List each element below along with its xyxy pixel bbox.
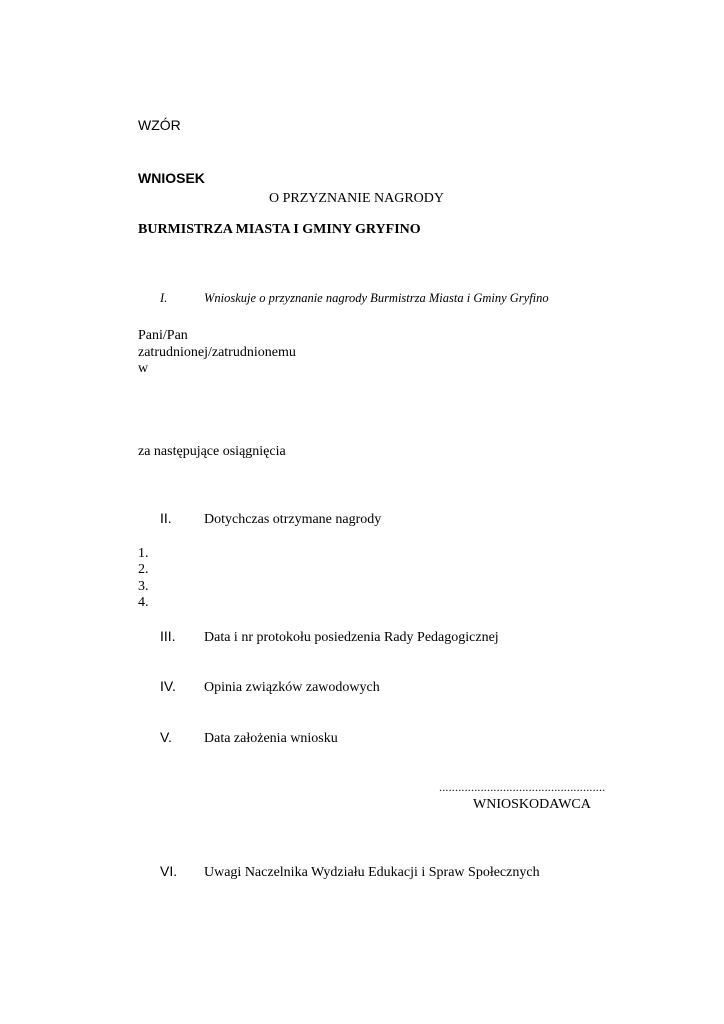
section-5-text: Data założenia wniosku [204, 731, 338, 746]
authority-title: BURMISTRZA MIASTA I GMINY GRYFINO [138, 222, 421, 237]
section-4-numeral: IV. [160, 678, 176, 694]
award-list-item: 1. [138, 546, 149, 561]
person-line-1: Pani/Pan [138, 328, 188, 343]
award-list-item: 3. [138, 579, 149, 594]
person-line-2: zatrudnionej/zatrudnionemu [138, 345, 296, 360]
wniosek-title: WNIOSEK [138, 170, 205, 186]
award-list-item: 4. [138, 595, 149, 610]
section-4-text: Opinia związków zawodowych [204, 680, 380, 695]
section-6-numeral: VI. [160, 863, 178, 879]
section-2-text: Dotychczas otrzymane nagrody [204, 512, 382, 527]
section-1-text: Wnioskuje o przyznanie nagrody Burmistrza Miasta i Gminy Gryfino [204, 291, 549, 305]
signature-label: WNIOSKODAWCA [473, 797, 591, 812]
section-2-numeral: II. [160, 510, 172, 526]
award-list-item: 2. [138, 562, 149, 577]
subtitle: O PRZYZNANIE NAGRODY [269, 191, 444, 206]
wzor-label: WZÓR [138, 117, 181, 133]
person-line-3: w [138, 361, 149, 376]
section-3-text: Data i nr protokołu posiedzenia Rady Pedagogicznej [204, 630, 499, 645]
achievements-label: za następujące osiągnięcia [138, 444, 286, 459]
signature-line: .................................................... [439, 780, 606, 794]
section-1-numeral: I. [160, 291, 168, 305]
section-3-numeral: III. [160, 628, 176, 644]
section-5-numeral: V. [160, 729, 172, 745]
section-6-text: Uwagi Naczelnika Wydziału Edukacji i Spraw Społecznych [204, 865, 540, 880]
